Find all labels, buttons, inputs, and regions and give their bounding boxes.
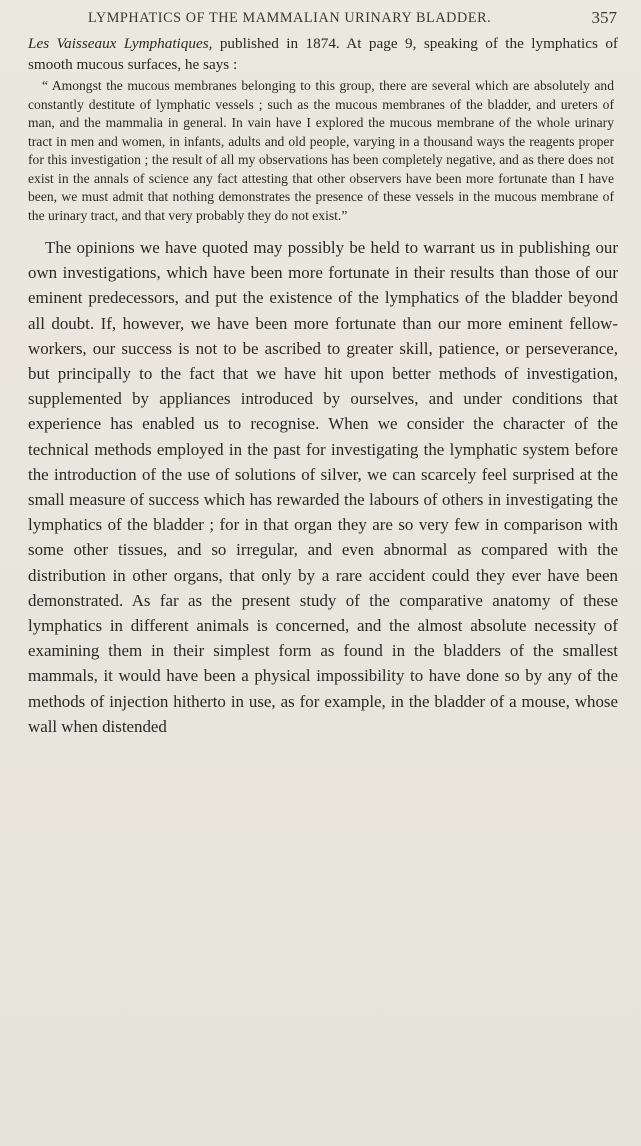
running-head bbox=[0, 8, 641, 32]
quote-text: “ Amongst the mucous membranes belonging to this group, there are several which are absolutely and constantly destitute of lymphatic vessels ; such as the mucous membranes of the bladder, and ureters of man, and the mammalia in general. In vain have I explored the mucous membrane of the whole urinary tract in men and women, in infants, adults and old people, varying in a thousand ways the reagents proper for this investigation ; the result of all my observations has been completely negative, and as there does not exist in the annals of science any fact attesting that other observers have been more fortunate than I have been, we must admit that nothing demonstrates the presence of these vessels in the mucous membrane of the urinary tract, and that very probably they do not exist.” bbox=[28, 78, 614, 223]
running-title: LYMPHATICS OF THE MAMMALIAN URINARY BLADDER. bbox=[88, 10, 492, 26]
page-number: 357 bbox=[591, 8, 617, 27]
main-paragraph: The opinions we have quoted may possibly be held to warrant us in publishing our own investigations, which have been more fortunate in their results than those of our eminent predecessors, and put the existence of the lymphatics of the bladder beyond all doubt. If, however, we have been more fortunate than our more eminent fellow-workers, our success is not to be ascribed to greater skill, patience, or perseverance, but principally to the fact that we have hit upon better methods of investigation, supplemented by appliances introduced by ourselves, and under conditions that experience has enabled us to recognise. When we consider the character of the technical methods employed in the past for investigating the lymphatic system before the introduction of the use of solutions of silver, we can scarcely feel surprised at the small measure of success which has rewarded the labours of others in investigating the lymphatics of the bladder ; for in that organ they are so very few in comparison with some other tissues, and so irregular, and even abnormal as compared with the distribution in other organs, that only by a rare accident could they ever have been demonstrated. As far as the present study of the comparative anatomy of these lymphatics in different animals is concerned, and the almost absolute necessity of examining them in their simplest form as found in the bladders of the smallest mammals, it would have been a physical impossibility to have done so by any of the methods of injection hitherto in use, as for example, in the bladder of a mouse, whose wall when distended bbox=[28, 238, 618, 736]
cited-work-title: Les Vaisseaux Lymphatiques, bbox=[28, 35, 213, 52]
intro-paragraph bbox=[28, 34, 618, 75]
block-quote bbox=[28, 77, 618, 225]
intro-text: published in 1874. At page 9, speaking of the lymphatics of smooth mucous surfaces, he says : bbox=[28, 35, 618, 73]
body-text bbox=[28, 34, 618, 739]
